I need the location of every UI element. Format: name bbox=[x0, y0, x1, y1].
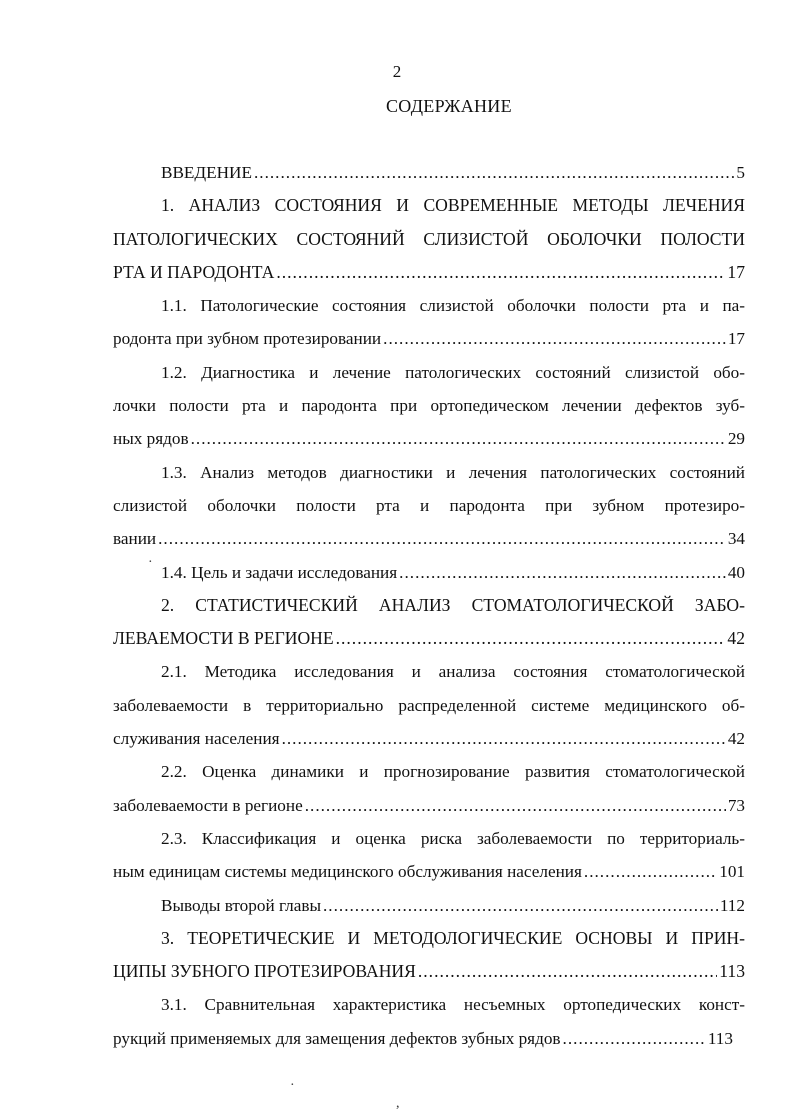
dot-leader bbox=[584, 855, 717, 888]
toc-page-number: 73 bbox=[727, 795, 745, 815]
toc-entry-text: ным единицам системы медицинского обслуживания населения bbox=[113, 862, 582, 882]
toc-page-number: 113 bbox=[719, 961, 745, 982]
table-of-contents bbox=[113, 156, 745, 1055]
toc-section-1-2-line-1: 1.2. Диагностика и лечение патологических состояний слизистой обо- bbox=[161, 362, 745, 382]
toc-page-number: 17 bbox=[727, 261, 745, 282]
dot-leader bbox=[282, 722, 726, 755]
toc-page-number: 17 bbox=[727, 329, 745, 349]
scan-speck: , bbox=[396, 1096, 400, 1111]
dot-leader bbox=[383, 322, 726, 355]
toc-section-3-1-line-2 bbox=[113, 1022, 733, 1055]
toc-chapter-1-line-1: 1. АНАЛИЗ СОСТОЯНИЯ И СОВРЕМЕННЫЕ МЕТОДЫ ЛЕЧЕНИЯ bbox=[161, 195, 745, 216]
toc-section-2-1-line-2: заболеваемости в территориально распределенной системе медицинского об- bbox=[113, 695, 745, 715]
page-number: 2 bbox=[392, 62, 402, 81]
toc-section-1-2-line-2: лочки полости рта и пародонта при ортопедическом лечении дефектов зуб- bbox=[113, 396, 745, 416]
toc-page-number: 40 bbox=[727, 562, 745, 582]
toc-section-2-2-line-1: 2.2. Оценка динамики и прогнозирование развития стоматологической bbox=[161, 762, 745, 782]
toc-chapter-1-line-3 bbox=[113, 256, 745, 289]
toc-conclusions-chapter-2 bbox=[113, 889, 745, 922]
toc-chapter-2-line-1: 2. СТАТИСТИЧЕСКИЙ АНАЛИЗ СТОМАТОЛОГИЧЕСКОЙ ЗАБО- bbox=[161, 594, 745, 615]
toc-page-number: 29 bbox=[727, 429, 745, 449]
dot-leader bbox=[323, 889, 718, 922]
toc-section-3-1-line-1: 3.1. Сравнительная характеристика несъемных ортопедических конст- bbox=[161, 995, 745, 1015]
toc-chapter-3-line-2 bbox=[113, 955, 745, 988]
toc-entry-text: ЦИПЫ ЗУБНОГО ПРОТЕЗИРОВАНИЯ bbox=[113, 961, 416, 982]
toc-chapter-2-line-2 bbox=[113, 622, 745, 655]
toc-section-1-2-line-3 bbox=[113, 422, 745, 455]
toc-page-number: 113 bbox=[707, 1028, 733, 1048]
toc-entry-text: служивания населения bbox=[113, 729, 280, 749]
dot-leader bbox=[305, 789, 726, 822]
toc-page-number: 34 bbox=[727, 529, 745, 549]
toc-page-number: 42 bbox=[727, 729, 745, 749]
toc-section-2-3-line-2 bbox=[113, 855, 745, 888]
toc-entry-text: рукций применяемых для замещения дефектов зубных рядов bbox=[113, 1028, 561, 1048]
toc-page-number: 101 bbox=[719, 862, 745, 882]
toc-entry-text: ВВЕДЕНИЕ bbox=[161, 163, 252, 182]
dot-leader bbox=[563, 1022, 706, 1055]
toc-section-1-3-line-2: слизистой оболочки полости рта и пародонта при зубном протезиро- bbox=[113, 495, 745, 515]
toc-entry-text: 1.4. Цель и задачи исследования bbox=[161, 562, 398, 582]
toc-entry-text: ных рядов bbox=[113, 429, 189, 449]
toc-chapter-3-line-1: 3. ТЕОРЕТИЧЕСКИЕ И МЕТОДОЛОГИЧЕСКИЕ ОСНОВЫ И ПРИН- bbox=[161, 927, 745, 948]
toc-section-1-1-line-2 bbox=[113, 322, 745, 355]
toc-section-2-1-line-3 bbox=[113, 722, 745, 755]
toc-section-1-1-line-1: 1.1. Патологические состояния слизистой оболочки полости рта и па- bbox=[161, 296, 745, 316]
toc-page-number: 112 bbox=[719, 895, 745, 915]
toc-entry-text: вании bbox=[113, 529, 157, 549]
toc-chapter-1-line-2: ПАТОЛОГИЧЕСКИХ СОСТОЯНИЙ СЛИЗИСТОЙ ОБОЛОЧКИ ПОЛОСТИ bbox=[113, 228, 745, 249]
scan-speck: · bbox=[148, 555, 153, 570]
toc-section-2-1-line-1: 2.1. Методика исследования и анализа состояния стоматологической bbox=[161, 662, 745, 682]
toc-section-2-2-line-2 bbox=[113, 789, 745, 822]
toc-entry-text: Выводы второй главы bbox=[161, 895, 321, 915]
scan-speck: · bbox=[290, 1078, 295, 1093]
dot-leader bbox=[276, 256, 725, 289]
dot-leader bbox=[336, 622, 726, 655]
toc-page-number: 42 bbox=[727, 628, 745, 649]
toc-entry-intro bbox=[113, 156, 745, 189]
toc-section-2-3-line-1: 2.3. Классификация и оценка риска заболеваемости по территориаль- bbox=[161, 828, 745, 848]
dot-leader bbox=[158, 522, 726, 555]
dot-leader bbox=[254, 156, 734, 189]
toc-section-1-4 bbox=[113, 556, 745, 589]
dot-leader bbox=[418, 955, 717, 988]
page-title: СОДЕРЖАНИЕ bbox=[386, 96, 512, 116]
toc-entry-text: заболеваемости в регионе bbox=[113, 795, 303, 815]
toc-entry-text: РТА И ПАРОДОНТА bbox=[113, 261, 275, 282]
dot-leader bbox=[191, 422, 726, 455]
toc-entry-text: ЛЕВАЕМОСТИ В РЕГИОНЕ bbox=[113, 628, 334, 649]
dot-leader bbox=[399, 556, 726, 589]
toc-section-1-3-line-3 bbox=[113, 522, 745, 555]
toc-entry-text: родонта при зубном протезировании bbox=[113, 329, 382, 349]
toc-section-1-3-line-1: 1.3. Анализ методов диагностики и лечения патологических состояний bbox=[161, 462, 745, 482]
toc-page-number: 5 bbox=[736, 163, 745, 182]
